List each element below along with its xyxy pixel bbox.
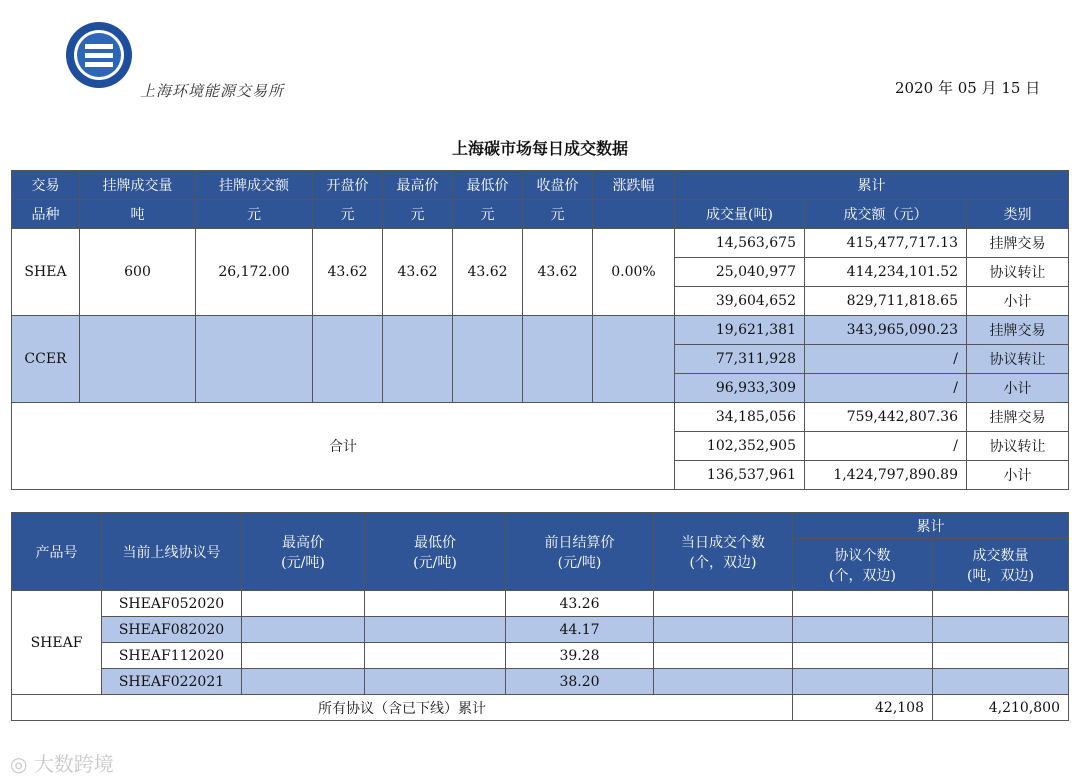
empty-cell [793, 643, 933, 669]
product-name: CCER [12, 316, 80, 403]
empty-cell [793, 591, 933, 617]
cum-type: 协议转让 [967, 432, 1069, 461]
cum-type: 挂牌交易 [967, 229, 1069, 258]
forward-contract-table [11, 512, 1069, 721]
empty-cell [365, 643, 506, 669]
col-header: 元 [196, 200, 313, 229]
cum-volume: 96,933,309 [675, 374, 805, 403]
table-row [12, 669, 1069, 695]
cum-amount: 343,965,090.23 [805, 316, 967, 345]
col-header: 成交量(吨) [675, 200, 805, 229]
change-pct: 0.00% [593, 229, 675, 316]
table-row [12, 316, 1069, 345]
settle-price: 44.17 [506, 617, 654, 643]
empty-cell [654, 669, 793, 695]
table-row [12, 591, 1069, 617]
cum-volume: 25,040,977 [675, 258, 805, 287]
product-name: SHEA [12, 229, 80, 316]
close-price: 43.62 [523, 229, 593, 316]
empty-cell [933, 669, 1069, 695]
table-row [12, 617, 1069, 643]
cum-amount: / [805, 345, 967, 374]
col-header [365, 513, 506, 591]
cum-volume: 77,311,928 [675, 345, 805, 374]
col-header [933, 539, 1069, 591]
empty-cell [365, 617, 506, 643]
footer-label: 所有协议（含已下线）累计 [12, 695, 793, 721]
footer-qty: 4,210,800 [933, 695, 1069, 721]
cum-type: 小计 [967, 461, 1069, 490]
cum-type: 挂牌交易 [967, 403, 1069, 432]
watermark [10, 748, 114, 777]
logo-text: 上海环境能源交易所 [140, 82, 285, 100]
empty-cell [80, 316, 196, 403]
settle-price: 38.20 [506, 669, 654, 695]
table-row [12, 403, 1069, 432]
open-price: 43.62 [313, 229, 383, 316]
col-header-unit: (元/吨) [413, 554, 457, 571]
total-label: 合计 [12, 403, 675, 490]
empty-cell [793, 617, 933, 643]
col-header-unit: (元/吨) [281, 554, 325, 571]
empty-cell [933, 591, 1069, 617]
contract-code: SHEAF082020 [102, 617, 242, 643]
col-header: 累计 [675, 171, 1069, 200]
col-header: 挂牌成交量 [80, 171, 196, 200]
col-header-text: 最低价 [414, 534, 456, 551]
col-header: 品种 [12, 200, 80, 229]
high-price: 43.62 [383, 229, 453, 316]
cum-amount: 759,442,807.36 [805, 403, 967, 432]
col-header-unit: (个，双边) [829, 567, 896, 584]
watermark-icon: ◎ [10, 752, 34, 776]
empty-cell [654, 617, 793, 643]
col-header [793, 539, 933, 591]
col-header-text: 当日成交个数 [681, 534, 765, 551]
cum-amount: 414,234,101.52 [805, 258, 967, 287]
col-header [506, 513, 654, 591]
col-header: 开盘价 [313, 171, 383, 200]
cum-type: 协议转让 [967, 345, 1069, 374]
col-header [593, 200, 675, 229]
col-header: 类别 [967, 200, 1069, 229]
col-header: 最高价 [383, 171, 453, 200]
col-header: 元 [523, 200, 593, 229]
table-row [12, 643, 1069, 669]
table-footer-row [12, 695, 1069, 721]
cum-volume: 34,185,056 [675, 403, 805, 432]
col-header: 元 [313, 200, 383, 229]
col-header: 成交额（元） [805, 200, 967, 229]
cum-type: 小计 [967, 287, 1069, 316]
empty-cell [933, 643, 1069, 669]
col-header: 涨跌幅 [593, 171, 675, 200]
daily-trading-table [11, 170, 1069, 490]
empty-cell [242, 669, 365, 695]
cum-type: 协议转让 [967, 258, 1069, 287]
col-header-unit: (吨，双边) [967, 567, 1034, 584]
listed-volume: 600 [80, 229, 196, 316]
col-header-unit: (个，双边) [689, 554, 757, 571]
table-row [12, 229, 1069, 258]
col-header [654, 513, 793, 591]
cum-amount: 829,711,818.65 [805, 287, 967, 316]
col-header-text: 成交数量 [972, 547, 1029, 564]
col-header: 吨 [80, 200, 196, 229]
cum-volume: 14,563,675 [675, 229, 805, 258]
empty-cell [654, 591, 793, 617]
empty-cell [242, 617, 365, 643]
empty-cell [933, 617, 1069, 643]
empty-cell [654, 643, 793, 669]
col-header: 交易 [12, 171, 80, 200]
empty-cell [365, 669, 506, 695]
col-header-text: 最高价 [282, 534, 324, 551]
contract-code: SHEAF112020 [102, 643, 242, 669]
report-date: 2020 年 05 月 15 日 [895, 79, 1041, 97]
empty-cell [196, 316, 313, 403]
cum-amount: 1,424,797,890.89 [805, 461, 967, 490]
settle-price: 43.26 [506, 591, 654, 617]
empty-cell [453, 316, 523, 403]
empty-cell [242, 643, 365, 669]
empty-cell [523, 316, 593, 403]
empty-cell [365, 591, 506, 617]
cum-amount: 415,477,717.13 [805, 229, 967, 258]
col-header: 产品号 [12, 513, 102, 591]
cum-amount: / [805, 432, 967, 461]
col-header: 当前上线协议号 [102, 513, 242, 591]
col-header-text: 前日结算价 [544, 534, 615, 551]
col-header: 挂牌成交额 [196, 171, 313, 200]
empty-cell [383, 316, 453, 403]
empty-cell [242, 591, 365, 617]
footer-count: 42,108 [793, 695, 933, 721]
col-header: 元 [453, 200, 523, 229]
cum-type: 挂牌交易 [967, 316, 1069, 345]
exchange-logo [64, 20, 134, 90]
col-header: 累计 [793, 513, 1069, 539]
cum-amount: / [805, 374, 967, 403]
empty-cell [593, 316, 675, 403]
col-header: 收盘价 [523, 171, 593, 200]
product-code: SHEAF [12, 591, 102, 695]
contract-code: SHEAF052020 [102, 591, 242, 617]
contract-code: SHEAF022021 [102, 669, 242, 695]
settle-price: 39.28 [506, 643, 654, 669]
empty-cell [313, 316, 383, 403]
cum-volume: 19,621,381 [675, 316, 805, 345]
col-header: 元 [383, 200, 453, 229]
col-header-text: 协议个数 [834, 547, 891, 564]
page-title: 上海碳市场每日成交数据 [451, 139, 628, 158]
col-header-unit: (元/吨) [557, 554, 602, 571]
cum-volume: 136,537,961 [675, 461, 805, 490]
empty-cell [793, 669, 933, 695]
low-price: 43.62 [453, 229, 523, 316]
col-header: 最低价 [453, 171, 523, 200]
cum-volume: 102,352,905 [675, 432, 805, 461]
cum-type: 小计 [967, 374, 1069, 403]
cum-volume: 39,604,652 [675, 287, 805, 316]
watermark-text: 大数跨境 [33, 752, 114, 776]
listed-amount: 26,172.00 [196, 229, 313, 316]
col-header [242, 513, 365, 591]
